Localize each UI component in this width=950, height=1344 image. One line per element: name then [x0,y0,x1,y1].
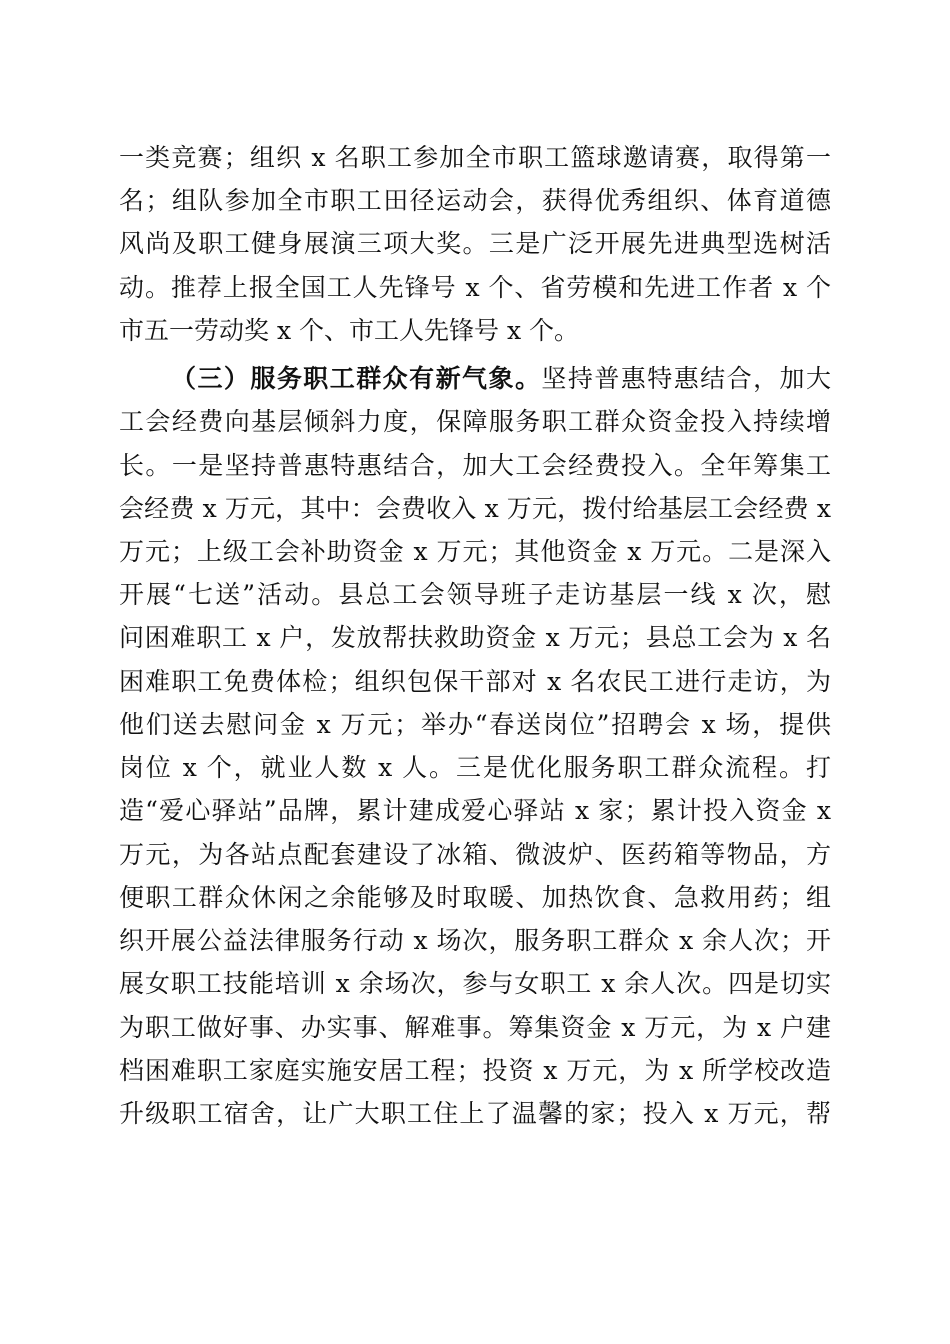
text-line: 开展“七送”活动。县总工会领导班子走访基层一线 x 次，慰 [119,580,831,609]
text-line: 问困难职工 x 户，发放帮扶救助资金 x 万元；县总工会为 x 名 [119,623,831,652]
text-line: 织开展公益法律服务行动 x 场次，服务职工群众 x 余人次；开 [119,926,831,955]
text-line: 风尚及职工健身展演三项大奖。三是广泛开展先进典型选树活 [119,229,831,258]
text-line: 名；组队参加全市职工田径运动会，获得优秀组织、体育道德 [119,186,831,215]
text-line: 困难职工免费体检；组织包保干部对 x 名农民工进行走访，为 [119,667,831,696]
text-span: 坚持普惠特惠结合，加大 [541,364,831,393]
text-line: 动。推荐上报全国工人先锋号 x 个、省劳模和先进工作者 x 个 [119,273,831,302]
text-line: 升级职工宿舍，让广大职工住上了温馨的家；投入 x 万元，帮 [119,1099,831,1128]
text-line: 长。一是坚持普惠特惠结合，加大工会经费投入。全年筹集工 [119,451,831,480]
text-line: 市五一劳动奖 x 个、市工人先锋号 x 个。 [119,316,579,345]
text-line: 一类竞赛；组织 x 名职工参加全市职工篮球邀请赛，取得第一 [119,143,831,172]
text-line: 会经费 x 万元，其中：会费收入 x 万元，拨付给基层工会经费 x [119,494,831,523]
text-line: 万元，为各站点配套建设了冰箱、微波炉、医药箱等物品，方 [119,840,831,869]
text-line: 岗位 x 个，就业人数 x 人。三是优化服务职工群众流程。打 [119,753,831,782]
text-line: 档困难职工家庭实施安居工程；投资 x 万元，为 x 所学校改造 [119,1056,831,1085]
text-line: 工会经费向基层倾斜力度，保障服务职工群众资金投入持续增 [119,407,831,436]
paragraph-first-line [171,359,831,399]
section-heading: （三）服务职工群众有新气象。 [171,364,542,393]
text-line: 展女职工技能培训 x 余场次，参与女职工 x 余人次。四是切实 [119,969,831,998]
text-line: 便职工群众休闲之余能够及时取暖、加热饮食、急救用药；组 [119,883,831,912]
text-line: 为职工做好事、办实事、解难事。筹集资金 x 万元，为 x 户建 [119,1013,831,1042]
text-line: 万元；上级工会补助资金 x 万元；其他资金 x 万元。二是深入 [119,537,831,566]
text-line: 他们送去慰问金 x 万元；举办“春送岗位”招聘会 x 场，提供 [119,710,831,739]
text-line: 造“爱心驿站”品牌，累计建成爱心驿站 x 家；累计投入资金 x [119,796,831,825]
